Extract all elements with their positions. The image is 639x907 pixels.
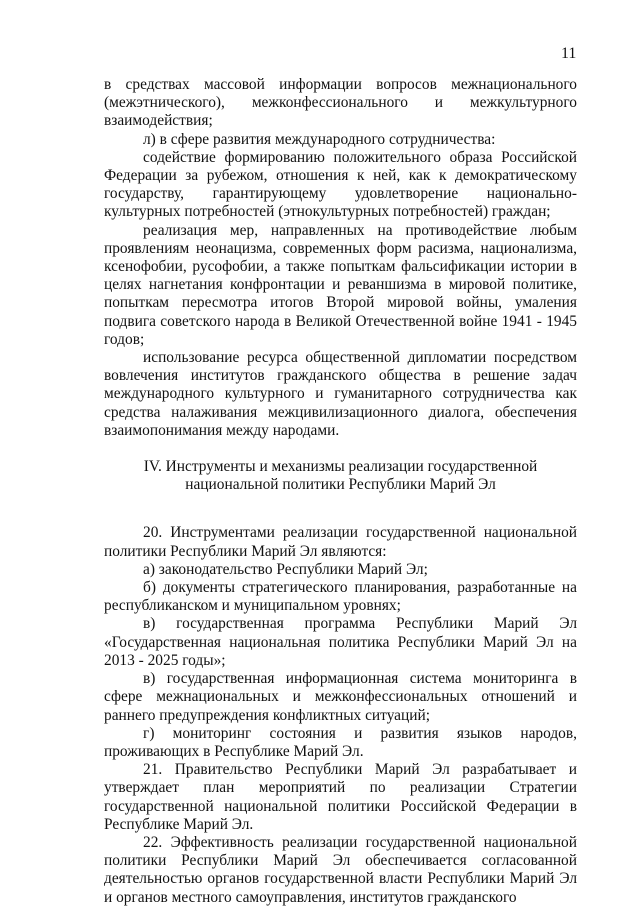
paragraph-top-1: л) в сфере развития международного сотрудничества: bbox=[143, 130, 496, 148]
paragraph-bottom-7: 22. Эффективность реализации государственной национальной политики Республики Марий Эл обеспечивается согласованной деятельностью органов государственной власти Республики Марий Эл и органов местного самоуправления, институтов гражданского bbox=[104, 833, 577, 906]
paragraphs-top bbox=[104, 76, 577, 440]
paragraph-bottom-4: в) государственная информационная система мониторинга в сфере межнациональных и межконфессиональных отношений и раннего предупреждения конфликтных ситуаций; bbox=[104, 670, 577, 724]
paragraph-top-4: использование ресурса общественной дипломатии посредством вовлечения институтов гражданского общества в решение задач международного культурного и гуманитарного сотрудничества как средства налаживания межцивилизационного диалога, обеспечения взаимопонимания между народами. bbox=[104, 349, 577, 439]
paragraph-top-2: содействие формированию положительного образа Российской Федерации за рубежом, отношения к ней, как к демократическому государству, гарантирующему удовлетворение национально-культурных потребностей (этнокультурных потребностей) граждан; bbox=[104, 148, 577, 221]
paragraph-bottom-0: 20. Инструментами реализации государственной национальной политики Республики Марий Эл являются: bbox=[104, 524, 577, 560]
section-heading-line-1: IV. Инструменты и механизмы реализации государственной bbox=[143, 458, 538, 476]
page-number: 11 bbox=[561, 45, 577, 62]
paragraph-top-3: реализация мер, направленных на противодействие любым проявлениям неонацизма, современных форм расизма, национализма, ксенофобии, русофобии, а также попыткам фальсификации истории в целях нагнетания конфронтации и реваншизма в мировой политике, попыткам пересмотра итогов Второй мировой войны, умаления подвига советского народа в Великой Отечественной войне 1941 - 1945 годов; bbox=[104, 221, 577, 348]
paragraph-bottom-1: а) законодательство Республики Марий Эл; bbox=[143, 560, 428, 578]
paragraph-top-0: в средствах массовой информации вопросов межнационального (межэтнического), межконфессионального и межкультурного взаимодействия; bbox=[104, 76, 577, 130]
paragraph-bottom-6: 21. Правительство Республики Марий Эл разрабатывает и утверждает план мероприятий по реализации Стратегии государственной национальной политики Российской Федерации в Республике Марий Эл. bbox=[104, 761, 577, 833]
paragraph-bottom-2: б) документы стратегического планирования, разработанные на республиканском и муниципальном уровнях; bbox=[104, 579, 577, 615]
section-heading bbox=[104, 458, 577, 494]
section-heading-line-2: национальной политики Республики Марий Эл bbox=[185, 476, 496, 494]
document-body bbox=[104, 76, 577, 907]
paragraph-bottom-5: г) мониторинг состояния и развития языков народов, проживающих в Республике Марий Эл. bbox=[104, 724, 577, 760]
paragraphs-bottom bbox=[104, 524, 577, 906]
paragraph-bottom-3: в) государственная программа Республики Марий Эл «Государственная национальная политика Республики Марий Эл на 2013 - 2025 годы»; bbox=[104, 615, 577, 669]
